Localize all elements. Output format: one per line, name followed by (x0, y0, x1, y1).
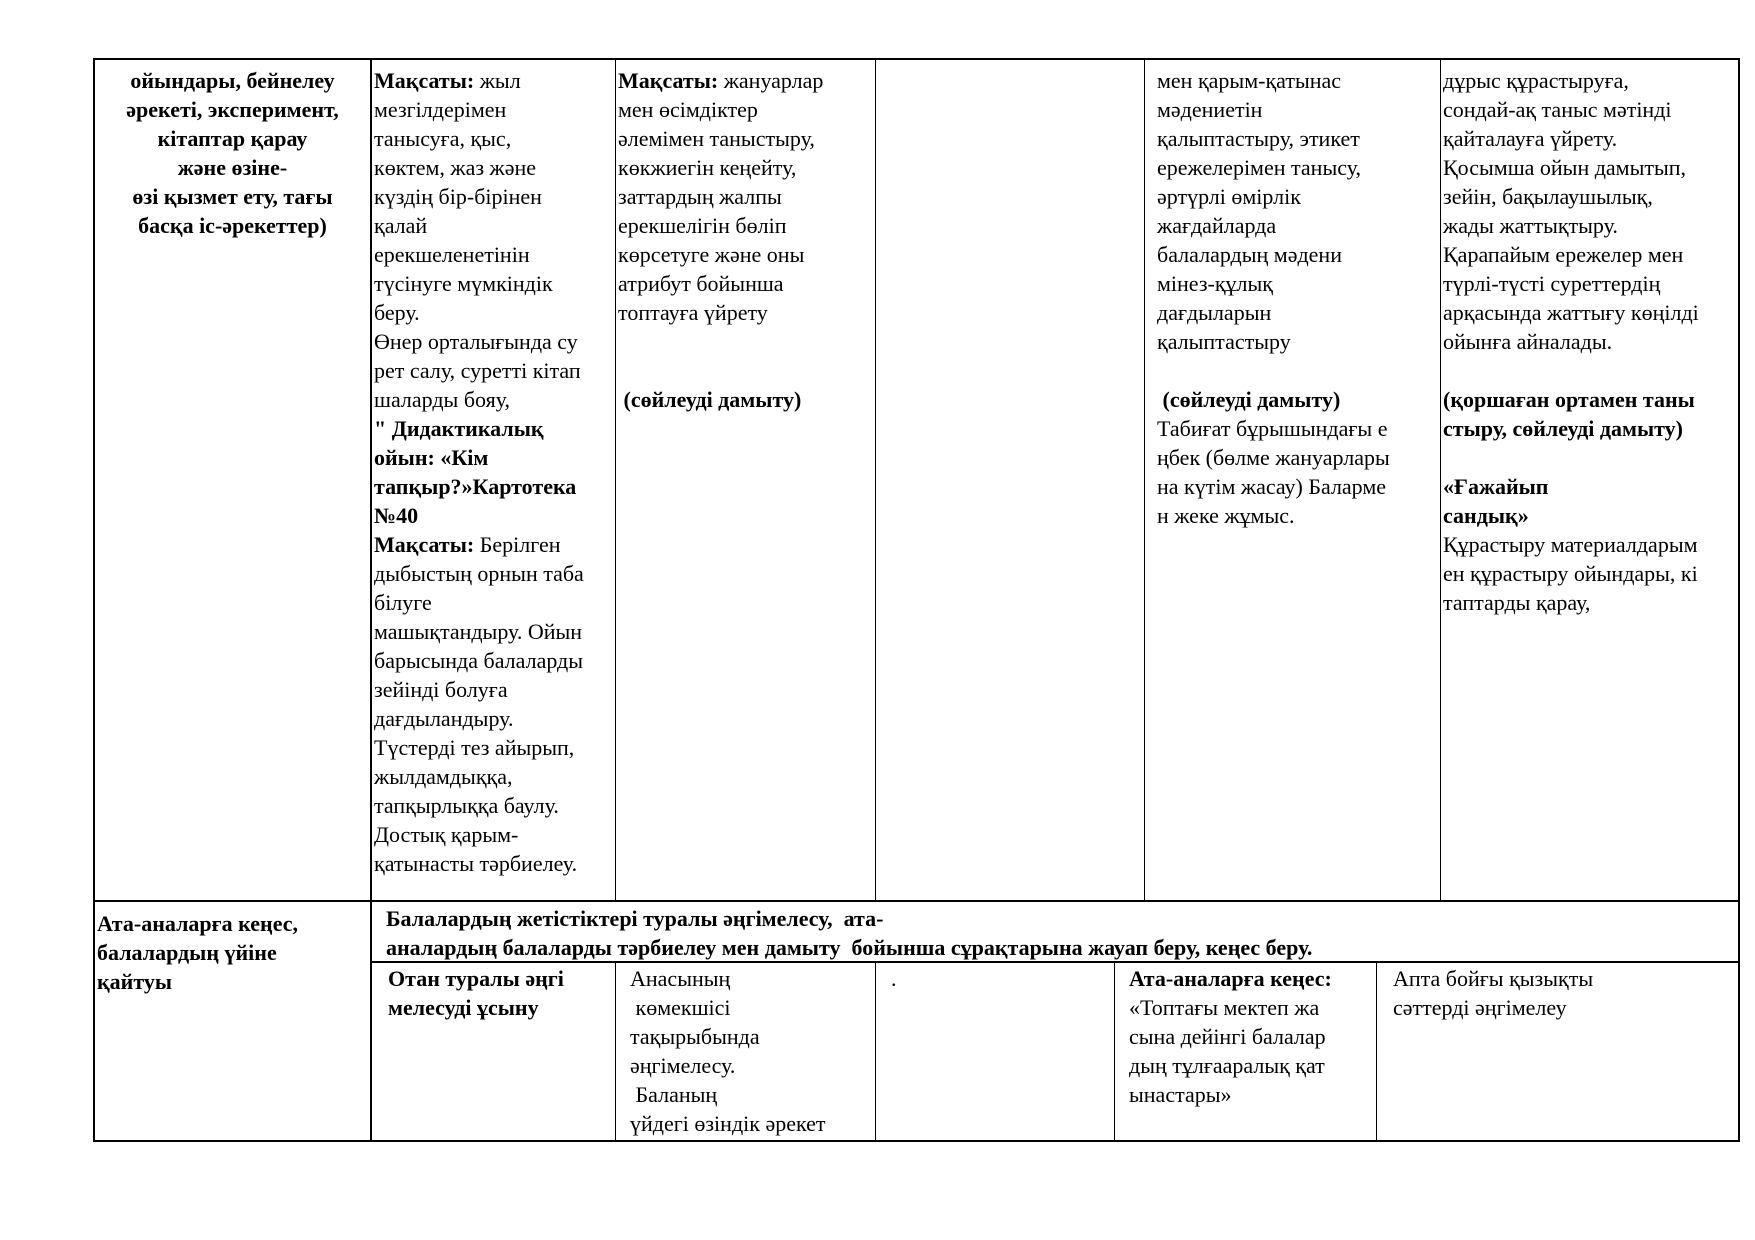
parents-wednesday-cell (876, 963, 1114, 1140)
text-line: мінез-құлық (1157, 271, 1273, 296)
text-line: ңбек (бөлме жануарлары (1157, 445, 1390, 470)
text-line: әртүрлі өмірлік (1157, 184, 1301, 209)
goal-text: жануарлар (718, 68, 824, 93)
tuesday-activity-cell (616, 60, 875, 900)
row-label-line: Ата-аналарға кеңес, (97, 911, 298, 936)
text-line: дағдыландыру. (374, 706, 514, 731)
text-line: балалардың мәдени (1157, 242, 1342, 267)
text-line: . (891, 966, 897, 991)
text-line: қатынасты тәрбиелеу. (374, 851, 578, 876)
text-line: мен өсімдіктер (618, 97, 758, 122)
text-line: жағдайларда (1157, 213, 1277, 238)
text-line: Анасының (630, 966, 731, 991)
text-line: дыбыстың орнын таба (374, 561, 584, 586)
text-line: мелесуді ұсыну (388, 995, 539, 1020)
section-label: (сөйлеуді дамыту) (1157, 387, 1341, 412)
activity-type-line: әрекеті, эксперимент, (126, 97, 339, 122)
game-title-line: сандық» (1443, 503, 1529, 528)
section-label: стыру, сөйлеуді дамыту) (1443, 416, 1683, 441)
goal-text: Берілген (474, 532, 561, 557)
text-line: ерекшелігін бөліп (618, 213, 787, 238)
text-line: на күтім жасау) Баларме (1157, 474, 1387, 499)
parents-advice-header-cell (372, 902, 1738, 961)
text-line: дағдыларын (1157, 300, 1272, 325)
text-line: Қарапайым ережелер мен (1443, 242, 1684, 267)
text-line: көктем, жаз және (374, 155, 537, 180)
text-line: Баланың (630, 1082, 718, 1107)
text-line: таптарды қарау, (1443, 590, 1591, 615)
text-line: заттардың жалпы (618, 184, 782, 209)
text-line: күздің бір-бірінен (374, 184, 542, 209)
text-line: әңгімелесу. (630, 1053, 736, 1078)
text-line: жылдамдыққа, (374, 764, 513, 789)
text-line: сондай-ақ таныс мәтінді (1443, 97, 1672, 122)
goal-line (374, 530, 611, 559)
activity-type-line: өзі қызмет ету, тағы (132, 184, 333, 209)
text-line: «Топтағы мектеп жа (1129, 995, 1320, 1020)
text-line: сәттерді әңгімелеу (1393, 995, 1567, 1020)
text-line: барысында балаларды (374, 648, 584, 673)
text-line: машықтандыру. Ойын (374, 619, 583, 644)
wednesday-activity-cell (876, 60, 1144, 900)
text-line: қайталауға үйрету. (1443, 126, 1618, 151)
text-line: қалай (374, 213, 428, 238)
text-line: Табиғат бұрышындағы е (1157, 416, 1388, 441)
header-line: аналардың балаларды тәрбиелеу мен дамыту бойынша сұрақтарына жауап беру, кеңес беру. (386, 935, 1313, 960)
text-line: Қосымша ойын дамытып, (1443, 155, 1687, 180)
text-line: н жеке жұмыс. (1157, 503, 1295, 528)
game-title-line: ойын: «Кім (374, 445, 489, 470)
goal-label: Мақсаты: (618, 68, 719, 93)
text-line: үйдегі өзіндік әрекет (630, 1111, 826, 1136)
text-line: мен қарым-қатынас (1157, 68, 1342, 93)
text-line: Құрастыру материалдарым (1443, 532, 1698, 557)
text-line: Отан туралы әңгі (388, 966, 564, 991)
goal-line (374, 66, 611, 95)
text-line: Достық қарым- (374, 822, 519, 847)
text-line: жады жаттықтыру. (1443, 213, 1618, 238)
text-line: қалыптастыру, этикет (1157, 126, 1360, 151)
text-line: ынастары» (1129, 1082, 1232, 1107)
text-line: топтауға үйрету (618, 300, 768, 325)
goal-line (618, 66, 871, 95)
text-line: арқасында жаттығу көңілді (1443, 300, 1699, 325)
game-title-line: «Ғажайып (1443, 474, 1549, 499)
text-line: түсінуге мүмкіндік (374, 271, 553, 296)
goal-text: жыл (474, 68, 521, 93)
game-title-line: тапқыр?»Картотека (374, 474, 577, 499)
text-line: ережелерімен танысу, (1157, 155, 1361, 180)
row-label-line: қайтуы (97, 969, 173, 994)
text-line: білуге (374, 590, 432, 615)
text-line: әлемімен таныстыру, (618, 126, 815, 151)
monday-activity-cell (372, 60, 615, 900)
text-line: көмекшісі (630, 995, 731, 1020)
friday-activity-cell (1441, 60, 1738, 900)
text-line: танысуға, қыс, (374, 126, 512, 151)
text-line: дың тұлғааралық қат (1129, 1053, 1325, 1078)
text-line: қалыптастыру (1157, 329, 1291, 354)
text-line: Өнер орталығында су (374, 329, 578, 354)
text-line: ерекшеленетінін (374, 242, 530, 267)
text-line: түрлі-түсті суреттердің (1443, 271, 1661, 296)
text-line: шаларды бояу, (374, 387, 511, 412)
text-line: мезгілдерімен (374, 97, 507, 122)
row-label-line: балалардың үйіне (97, 940, 277, 965)
text-line: дұрыс құрастыруға, (1443, 68, 1629, 93)
text-line: зейін, бақылаушылық, (1443, 184, 1653, 209)
section-label: (сөйлеуді дамыту) (618, 387, 802, 412)
text-line: ойынға айналады. (1443, 329, 1613, 354)
advice-label: Ата-аналарға кеңес: (1129, 966, 1332, 991)
text-line: ен құрастыру ойындары, кі (1443, 561, 1698, 586)
goal-label: Мақсаты: (374, 68, 475, 93)
section-label: (қоршаған ортамен таны (1443, 387, 1695, 412)
text-line: көрсетуге және оны (618, 242, 805, 267)
game-title-line: " Дидактикалық (374, 416, 544, 441)
parents-tuesday-cell (616, 963, 875, 1140)
text-line: зейінді болуға (374, 677, 508, 702)
text-line: сына дейінгі балалар (1129, 1024, 1326, 1049)
text-line: Апта бойғы қызықты (1393, 966, 1594, 991)
text-line: беру. (374, 300, 420, 325)
schedule-table (93, 58, 1740, 1142)
activity-type-line: кітаптар қарау (157, 126, 308, 151)
parents-friday-cell (1377, 963, 1738, 1140)
text-line: тақырыбында (630, 1024, 760, 1049)
header-line: Балалардың жетістіктері туралы әңгімелесу, ата- (386, 906, 884, 931)
game-title-line: №40 (374, 503, 419, 528)
text-line: тапқырлыққа баулу. (374, 793, 559, 818)
goal-label: Мақсаты: (374, 532, 475, 557)
thursday-activity-cell (1145, 60, 1440, 900)
activity-type-line: ойындары, бейнелеу (130, 68, 335, 93)
text-line: көкжиегін кеңейту, (618, 155, 797, 180)
text-line: рет салу, суретті кітап (374, 358, 581, 383)
parents-thursday-cell (1115, 963, 1376, 1140)
text-line: атрибут бойынша (618, 271, 784, 296)
activity-type-cell (95, 60, 370, 900)
activity-type-line: және өзіне- (177, 155, 288, 180)
text-line: Түстерді тез айырып, (374, 735, 575, 760)
activity-type-line: басқа іс-әрекеттер) (138, 213, 327, 238)
text-line: мәдениетін (1157, 97, 1263, 122)
parents-advice-label-cell (95, 902, 370, 1140)
parents-monday-cell (372, 963, 615, 1140)
